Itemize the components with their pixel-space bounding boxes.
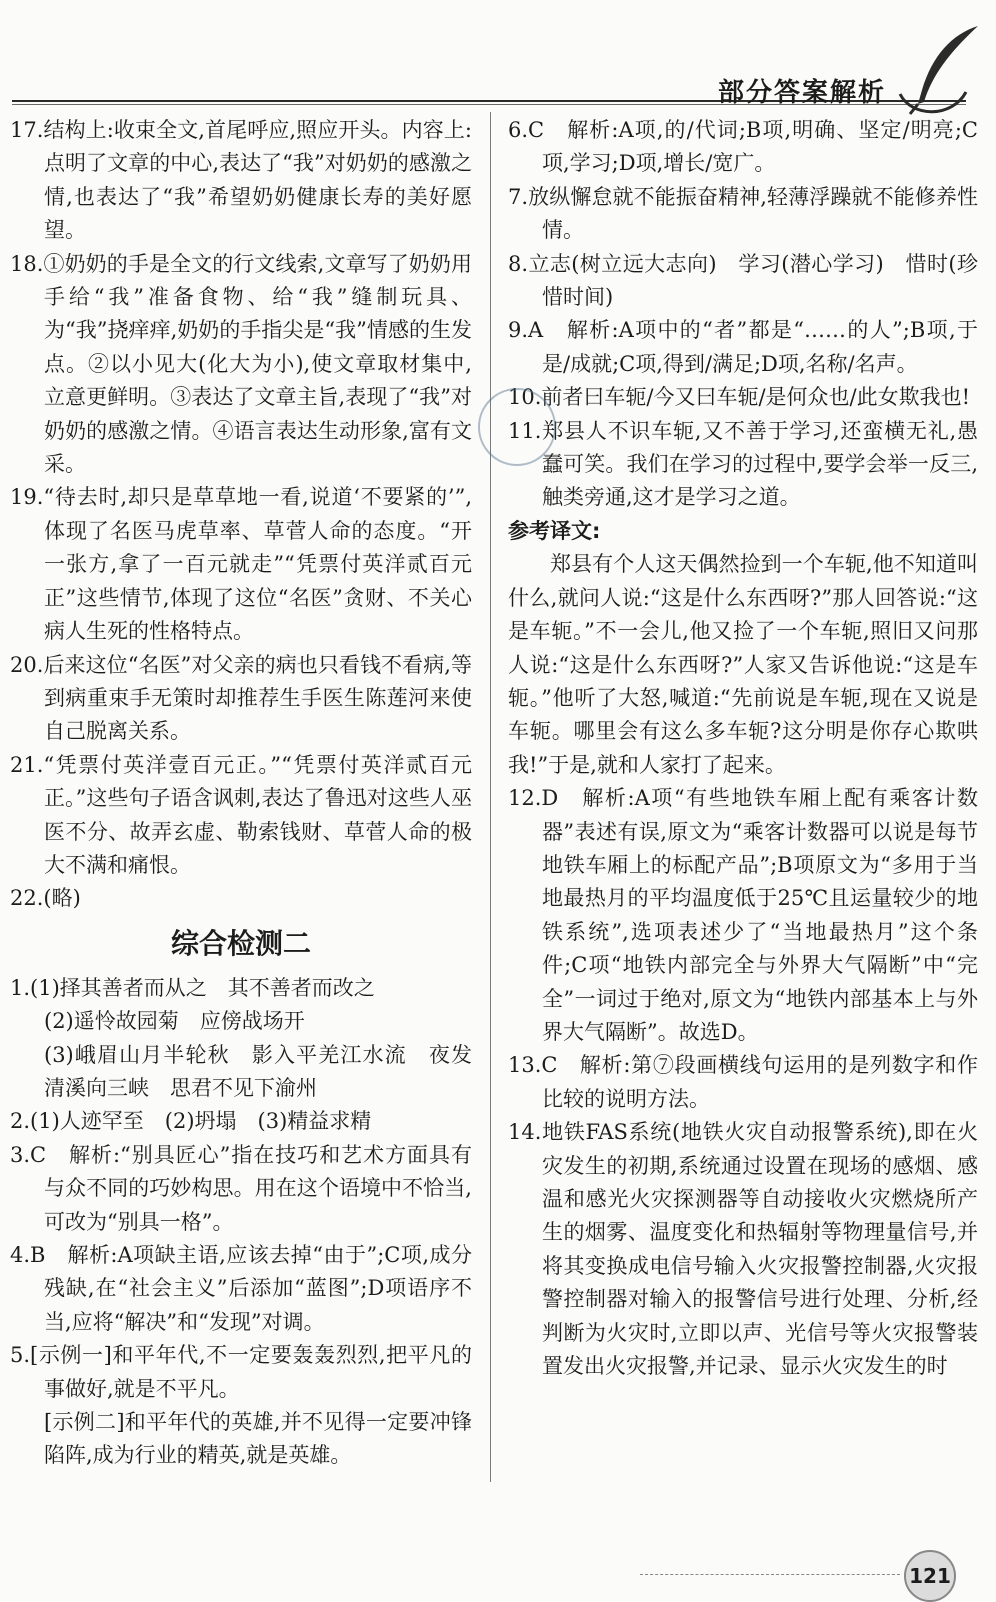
answer-7: 7.放纵懈怠就不能振奋精神,轻薄浮躁就不能修养性情。 <box>508 184 978 243</box>
answer-11: 11.郑县人不识车轭,又不善于学习,还蛮横无礼,愚蠢可笑。我们在学习的过程中,要学会举一反三,触类旁通,这才是学习之道。 <box>508 418 978 510</box>
answer-13: 13.C 解析:第⑦段画横线句运用的是列数字和作比较的说明方法。 <box>508 1053 978 1111</box>
section-title: 综合检测二 <box>170 926 311 960</box>
answer-17: 17.结构上:收束全文,首尾呼应,照应开头。内容上:点明了文章的中心,表达了“我”对奶奶的感激之情,也表达了“我”希望奶奶健康长寿的美好愿望。 <box>10 118 472 243</box>
right-column <box>508 114 978 1383</box>
answer-20: 20.后来这位“名医”对父亲的病也只看钱不看病,等到病重束手无策时却推荐生手医生陈莲河来使自己脱离关系。 <box>10 652 472 744</box>
answer-21: 21.“凭票付英洋壹百元正。”“凭票付英洋贰百元正。”这些句子语含讽刺,表达了鲁迅对这些人巫医不分、故弄玄虚、勒索钱财、草菅人命的极大不满和痛恨。 <box>10 752 472 877</box>
answer-4: 4.B 解析:A项缺主语,应该去掉“由于”;C项,成分残缺,在“社会主义”后添加“蓝图”;D项语序不当,应将“解决”和“发现”对调。 <box>10 1243 472 1334</box>
answer-1-1: 1.(1)择其善者而从之 其不善者而改之 <box>10 975 375 1000</box>
answer-5-example-2: [示例二]和平年代的英雄,并不见得一定要冲锋陷阵,成为行业的精英,就是英雄。 <box>44 1410 472 1468</box>
answer-22: 22.(略) <box>10 886 81 911</box>
answer-19: 19.“待去时,却只是草草地一看,说道‘不要紧的’”,体现了名医马虎草率、草菅人命的态度。“开一张方,拿了一百元就走”“凭票付英洋贰百元正”这些情节,体现了这位“名医”贪财、不关心病人生死的性格特点。 <box>10 485 472 644</box>
footer-rule <box>640 1574 900 1575</box>
reference-translation-label: 参考译文: <box>508 518 601 543</box>
answer-14: 14.地铁FAS系统(地铁火灾自动报警系统),即在火灾发生的初期,系统通过设置在现场的感烟、感温和感光火灾探测器等自动接收火灾燃烧所产生的烟雾、温度变化和热辐射等物理量信号,并将其变换成电信号输入火灾报警控制器,火灾报警控制器对输入的报警信号进行处理、分析,经判断为火灾时,立即以声、光信号等火灾报警装置发出火灾报警,并记录、显示火灾发生的时 <box>508 1120 978 1379</box>
watermark-stamp <box>478 388 556 466</box>
answer-5-example-1: 5.[示例一]和平年代,不一定要轰轰烈烈,把平凡的事做好,就是不平凡。 <box>10 1343 472 1401</box>
answer-2: 2.(1)人迹罕至 (2)坍塌 (3)精益求精 <box>10 1109 372 1134</box>
page-number: 121 <box>904 1550 956 1602</box>
column-divider <box>490 112 491 1482</box>
page-header-title: 部分答案解析 <box>717 78 886 108</box>
answer-6: 6.C 解析:A项,的/代词;B项,明确、坚定/明亮;C项,学习;D项,增长/宽广。 <box>508 118 978 176</box>
left-column <box>10 114 472 1473</box>
reference-translation: 郑县有个人这天偶然捡到一个车轭,他不知道叫什么,就问人说:“这是什么东西呀?”那人回答说:“这是车轭。”不一会儿,他又捡了一个车轭,照旧又问那人说:“这是什么东西呀?”人家又告诉他说:“这是车轭。”他听了大怒,喊道:“先前说是车轭,现在又说是车轭。哪里会有这么多车轭?这分明是你存心欺哄我!”于是,就和人家打了起来。 <box>508 552 978 777</box>
answer-3: 3.C 解析:“别具匠心”指在技巧和艺术方面具有与众不同的巧妙构思。用在这个语境中不恰当,可改为“别具一格”。 <box>10 1142 472 1234</box>
answer-1-2: (2)遥怜故园菊 应傍战场开 <box>44 1009 305 1034</box>
page-header <box>0 0 996 120</box>
quill-feather-icon <box>892 20 988 116</box>
answer-9: 9.A 解析:A项中的“者”都是“……的人”;B项,于是/成就;C项,得到/满足;D项,名称/名声。 <box>508 318 978 376</box>
answer-18: 18.①奶奶的手是全文的行文线索,文章写了奶奶用手给“我”准备食物、给“我”缝制玩具、为“我”挠痒痒,奶奶的手指尖是“我”情感的生发点。②以小见大(化大为小),使文章取材集中,立意更鲜明。③表达了文章主旨,表现了“我”对奶奶的感激之情。④语言表达生动形象,富有文采。 <box>10 251 472 477</box>
answer-1-3: (3)峨眉山月半轮秋 影入平羌江水流 夜发清溪向三峡 思君不见下渝州 <box>44 1042 472 1100</box>
answer-12: 12.D 解析:A项“有些地铁车厢上配有乘客计数器”表述有误,原文为“乘客计数器可以说是每节地铁车厢上的标配产品”;B项原文为“多用于当地最热月的平均温度低于25℃且运量较少的地铁系统”,选项表述少了“当地最热月”这个条件;C项“地铁内部完全与外界大气隔断”中“完全”一词过于绝对,原文为“地铁内部基本上与外界大气隔断”。故选D。 <box>508 786 978 1044</box>
answer-10: 10.前者曰车轭/今又曰车轭/是何众也/此女欺我也! <box>508 385 971 410</box>
answer-8: 8.立志(树立远大志向) 学习(潜心学习) 惜时(珍惜时间) <box>508 251 978 310</box>
